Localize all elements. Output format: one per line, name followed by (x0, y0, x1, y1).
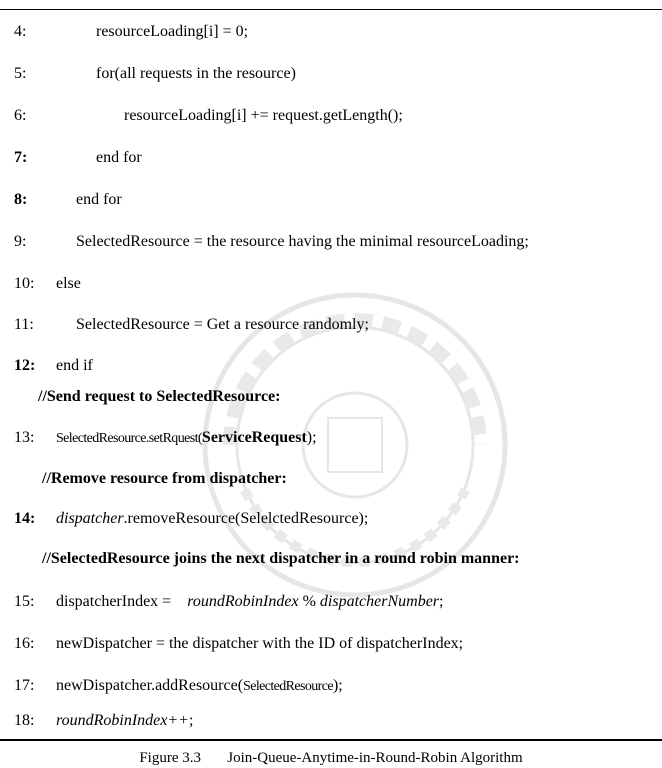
code-statement: for(all requests in the resource) (96, 65, 296, 82)
line-number: 5: (14, 65, 27, 82)
line-number: 4: (14, 23, 27, 40)
code-condensed: SelectedResource (243, 679, 333, 694)
code-text: SelectedResource.setRquest( (56, 431, 202, 446)
code-text: ); (306, 429, 317, 446)
line-number: 17: (14, 677, 35, 694)
code-statement (56, 674, 343, 699)
top-rule (0, 9, 662, 10)
code-statement: SelectedResource = Get a resource randomly; (76, 316, 369, 333)
code-text: .removeResource(SelelctedResource); (123, 510, 369, 527)
code-italic: dispatcher (56, 510, 124, 527)
line-number: 12: (14, 357, 36, 374)
code-text: ); (332, 677, 343, 694)
line-number: 14: (14, 510, 36, 527)
code-text: ; (439, 593, 444, 610)
line-number: 16: (14, 635, 35, 652)
code-statement (56, 426, 317, 451)
code-text: newDispatcher.addResource( (56, 677, 244, 694)
line-number: 13: (14, 429, 35, 446)
line-number: 6: (14, 107, 27, 124)
code-italic: dispatcherNumber (319, 593, 440, 610)
code-statement: newDispatcher = the dispatcher with the ID of dispatcherIndex; (56, 635, 464, 652)
code-statement: end if (56, 357, 93, 374)
line-number: 8: (14, 191, 28, 208)
code-statement: resourceLoading[i] = 0; (96, 23, 249, 40)
comment-remove-resource: //Remove resource from dispatcher: (42, 470, 287, 487)
line-number: 15: (14, 593, 35, 610)
line-number: 18: (14, 712, 35, 729)
line-number: 11: (14, 316, 34, 333)
code-statement: end for (96, 149, 142, 166)
line-number: 10: (14, 275, 35, 292)
bottom-rule (0, 739, 662, 741)
code-text: dispatcherIndex = (56, 593, 176, 610)
code-statement: else (56, 275, 81, 292)
code-italic: roundRobinIndex++ (56, 712, 189, 729)
code-bold-arg: ServiceRequest (201, 429, 307, 446)
code-statement (56, 507, 368, 531)
code-statement (56, 709, 193, 733)
comment-send-request: //Send request to SelectedResource: (38, 388, 281, 405)
code-statement: end for (76, 191, 122, 208)
code-text: ; (188, 712, 194, 729)
line-number: 9: (14, 233, 27, 250)
code-statement: resourceLoading[i] += request.getLength(); (124, 107, 403, 124)
code-statement: SelectedResource = the resource having the minimal resourceLoading; (76, 233, 529, 250)
code-text: % (298, 593, 320, 610)
figure-caption: Figure 3.3 Join-Queue-Anytime-in-Round-Robin Algorithm (139, 750, 523, 766)
code-statement (56, 590, 443, 614)
line-number: 7: (14, 149, 28, 166)
code-italic: roundRobinIndex (187, 593, 299, 610)
comment-round-robin: //SelectedResource joins the next dispatcher in a round robin manner: (42, 550, 520, 567)
